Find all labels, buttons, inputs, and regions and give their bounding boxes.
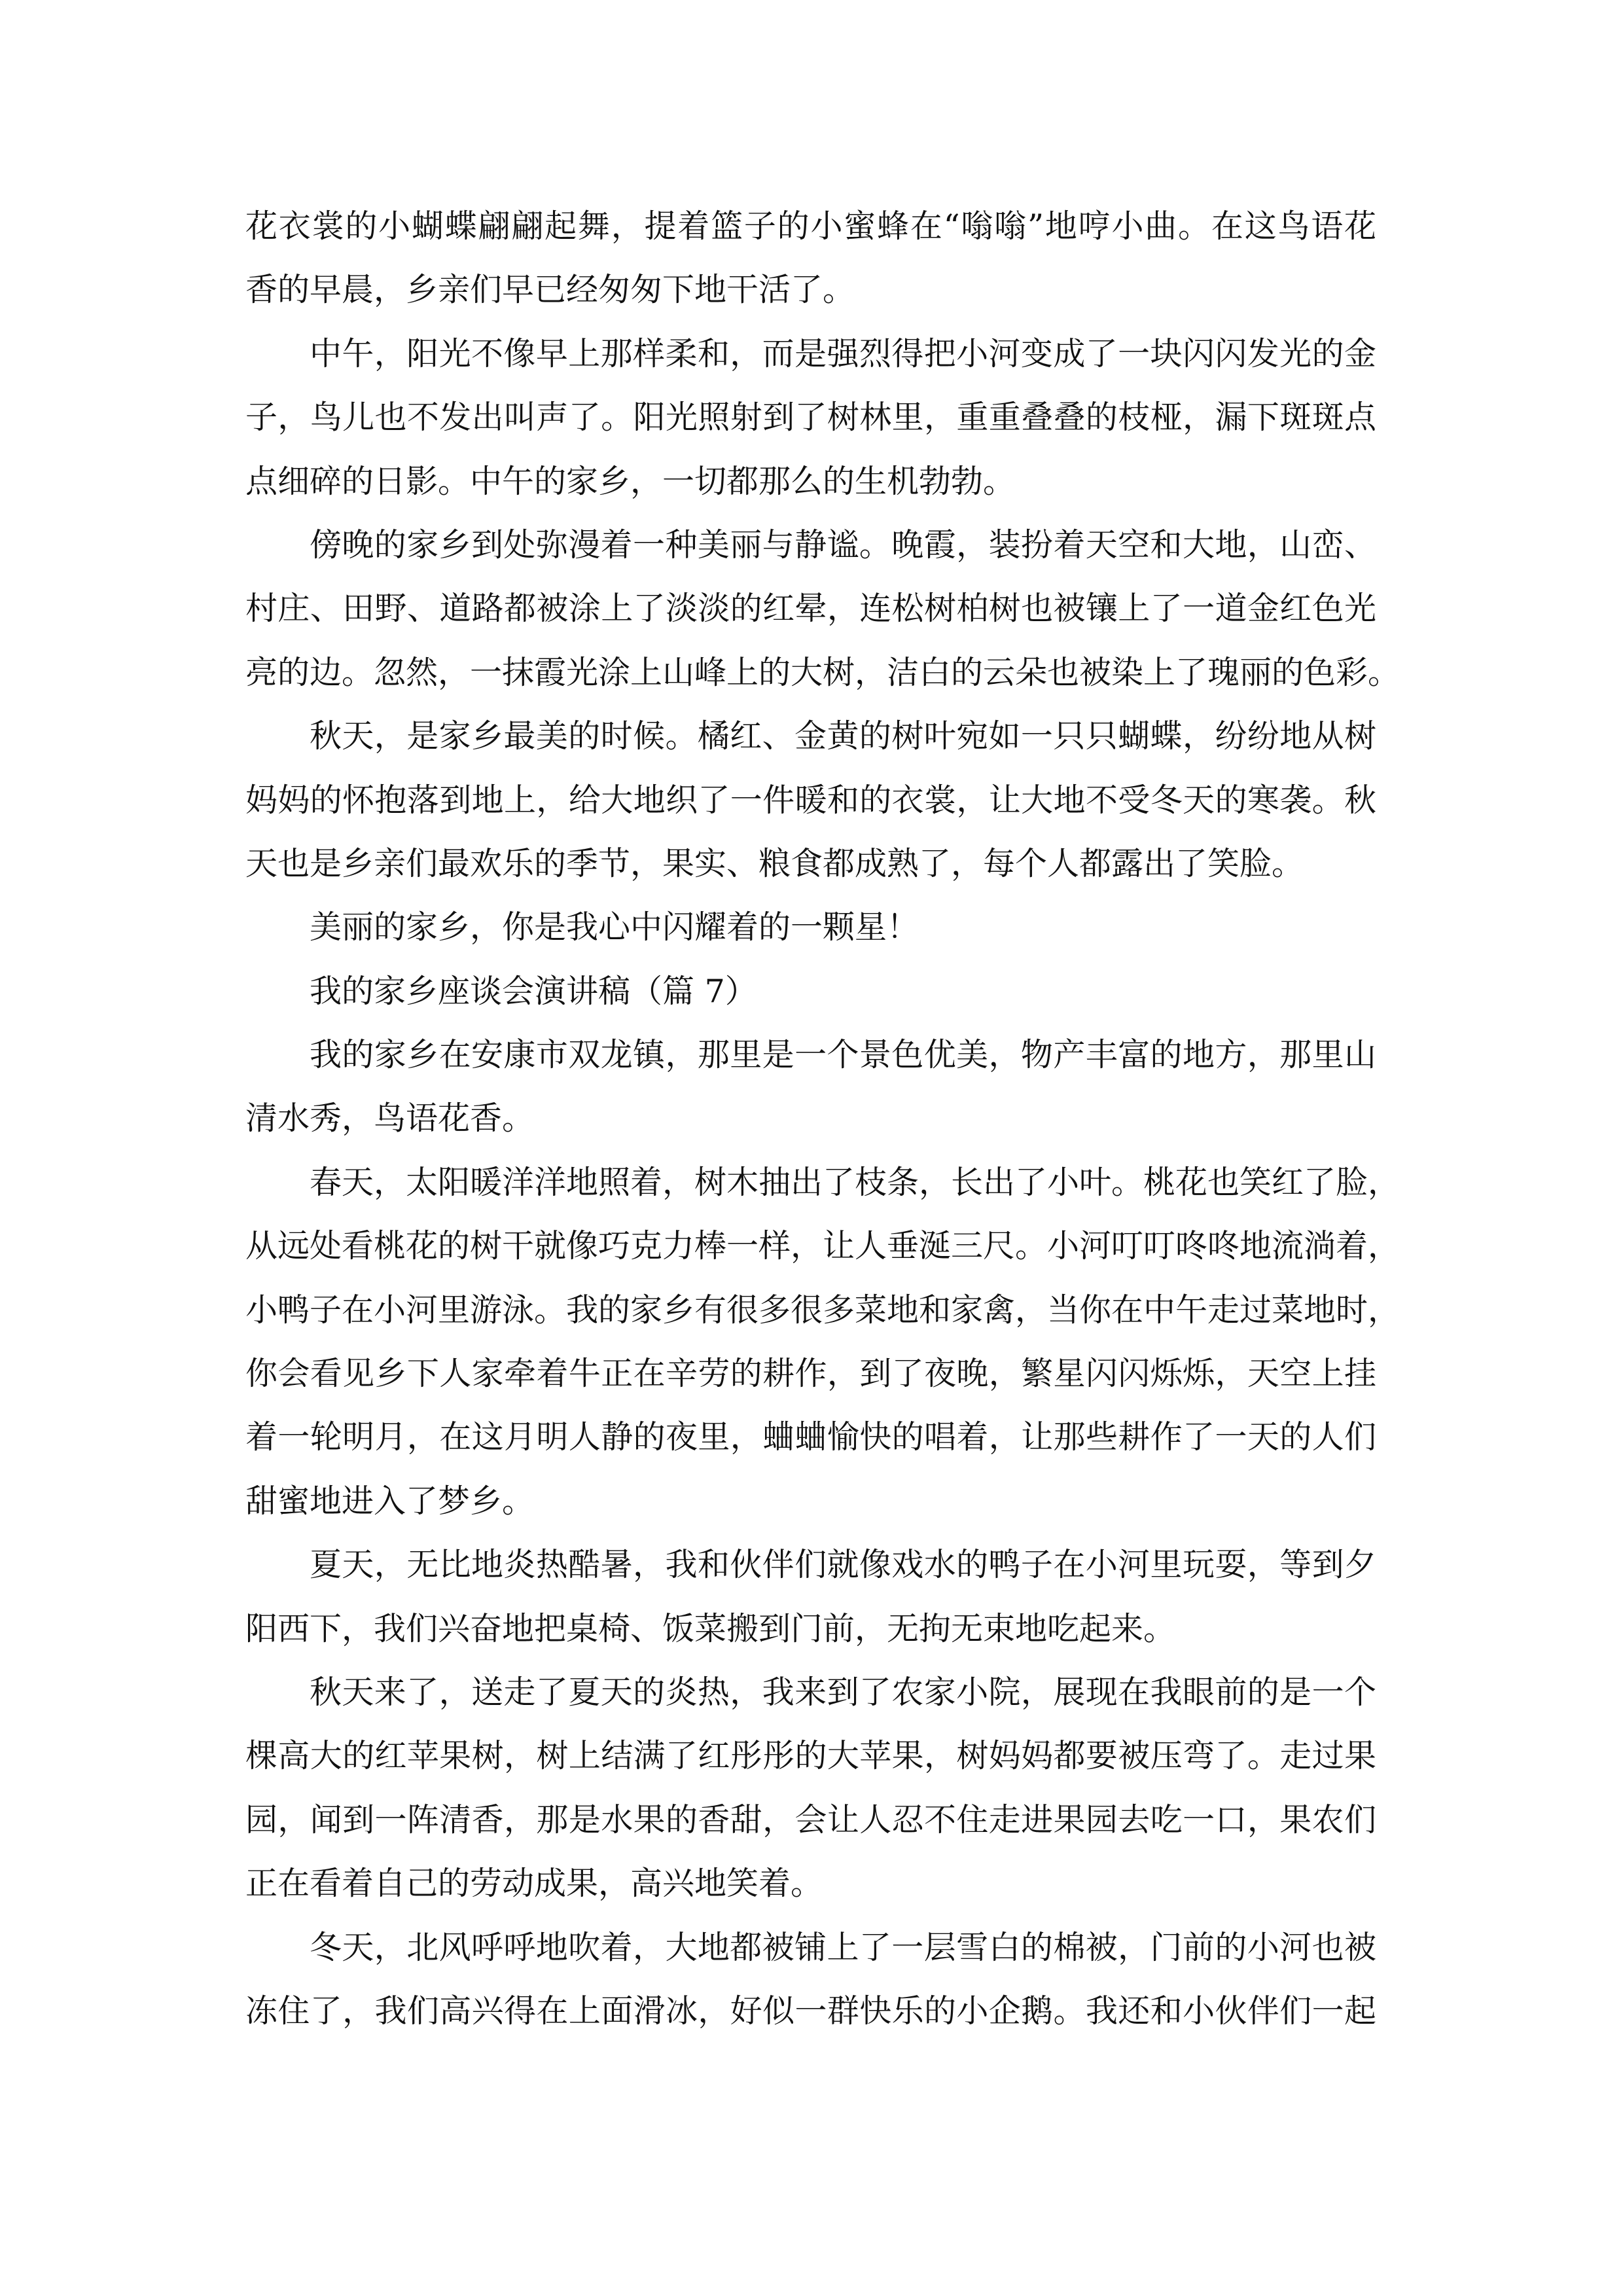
text-line: 小鸭子在小河里游泳。我的家乡有很多很多菜地和家禽，当你在中午走过菜地时， [245,1291,1400,1329]
document-page [245,194,1400,2043]
text-line: 中午，阳光不像早上那样柔和，而是强烈得把小河变成了一块闪闪发光的金 [310,334,1376,372]
text-line: 冬天，北风呼呼地吹着，大地都被铺上了一层雪白的棉被，门前的小河也被 [310,1928,1376,1966]
text-line: 亮的边。忽然，一抹霞光涂上山峰上的大树，洁白的云朵也被染上了瑰丽的色彩。 [245,653,1400,691]
text-line: 春天，太阳暖洋洋地照着，树木抽出了枝条，长出了小叶。桃花也笑红了脸， [310,1163,1400,1201]
text-line: 美丽的家乡，你是我心中闪耀着的一颗星！ [310,908,919,946]
text-line: 夏天，无比地炎热酷暑，我和伙伴们就像戏水的鸭子在小河里玩耍，等到夕 [310,1546,1376,1584]
text-line: 阳西下，我们兴奋地把桌椅、饭菜搬到门前，无拘无束地吃起来。 [245,1609,1176,1647]
text-line: 甜蜜地进入了梦乡。 [245,1482,535,1520]
text-line: 点细碎的日影。中午的家乡，一切都那么的生机勃勃。 [245,462,1016,500]
text-line: 子，鸟儿也不发出叫声了。阳光照射到了树林里，重重叠叠的枝桠，漏下斑斑点 [245,399,1376,437]
text-line: 清水秀，鸟语花香。 [245,1100,535,1138]
text-line: 花衣裳的小蝴蝶翩翩起舞，提着篮子的小蜜蜂在“嗡嗡”地哼小曲。在这鸟语花 [245,207,1376,245]
text-line: 傍晚的家乡到处弥漫着一种美丽与静谧。晚霞，装扮着天空和大地，山峦、 [310,526,1376,564]
text-line: 秋天，是家乡最美的时候。橘红、金黄的树叶宛如一只只蝴蝶，纷纷地从树 [310,717,1376,755]
text-line: 秋天来了，送走了夏天的炎热，我来到了农家小院，展现在我眼前的是一个 [310,1673,1376,1711]
text-line: 村庄、田野、道路都被涂上了淡淡的红晕，连松树柏树也被镶上了一道金红色光 [245,590,1376,628]
text-line: 从远处看桃花的树干就像巧克力棒一样，让人垂涎三尺。小河叮叮咚咚地流淌着， [245,1227,1400,1265]
text-line: 园，闻到一阵清香，那是水果的香甜，会让人忍不住走进果园去吃一口，果农们 [245,1801,1376,1839]
text-line: 天也是乡亲们最欢乐的季节，果实、粮食都成熟了，每个人都露出了笑脸。 [245,844,1304,882]
text-line: 棵高大的红苹果树，树上结满了红彤彤的大苹果，树妈妈都要被压弯了。走过果 [245,1737,1376,1775]
text-line: 着一轮明月，在这月明人静的夜里，蛐蛐愉快的唱着，让那些耕作了一天的人们 [245,1418,1376,1456]
text-line: 我的家乡座谈会演讲稿（篇 7） [310,972,757,1010]
text-line: 正在看着自己的劳动成果，高兴地笑着。 [245,1865,823,1903]
text-line: 你会看见乡下人家牵着牛正在辛劳的耕作，到了夜晚，繁星闪闪烁烁，天空上挂 [245,1355,1376,1393]
text-line: 香的早晨，乡亲们早已经匆匆下地干活了。 [245,271,855,309]
text-line: 我的家乡在安康市双龙镇，那里是一个景色优美，物产丰富的地方，那里山 [310,1036,1376,1074]
text-line: 妈妈的怀抱落到地上，给大地织了一件暖和的衣裳，让大地不受冬天的寒袭。秋 [245,781,1376,819]
text-line: 冻住了，我们高兴得在上面滑冰，好似一群快乐的小企鹅。我还和小伙伴们一起 [245,1992,1376,2030]
